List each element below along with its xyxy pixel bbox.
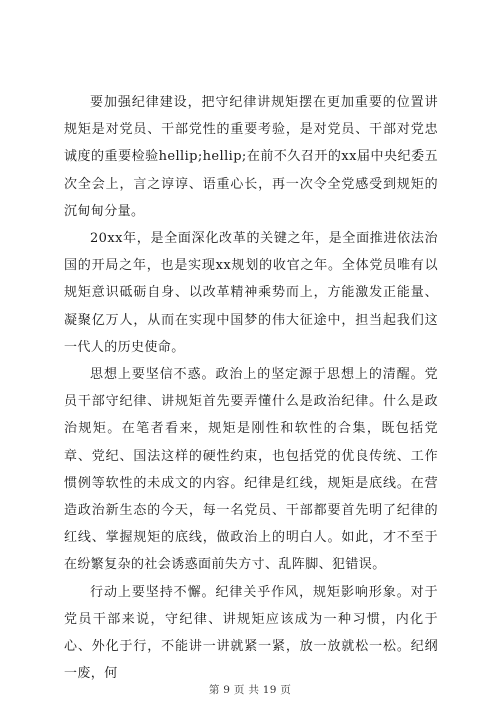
document-body [64, 89, 438, 687]
paragraph-1: 要加强纪律建设，把守纪律讲规矩摆在更加重要的位置讲规矩是对党员、干部党性的重要考验，是对党员、干部对党忠诚度的重要检验hellip;hellip;在前不久召开的xx届中央纪委五次全会上，言之谆谆、语重心长，再一次令全党感受到规矩的沉甸甸分量。 [64, 95, 438, 219]
paragraph-4: 行动上要坚持不懈。纪律关乎作风，规矩影响形象。对于党员干部来说，守纪律、讲规矩应该成为一种习惯，内化于心、外化于行，不能讲一讲就紧一紧，放一放就松一松。纪纲一废，何 [64, 584, 438, 682]
paragraph-2: 20xx年，是全面深化改革的关键之年，是全面推进依法治国的开局之年，也是实现xx规划的收官之年。全体党员唯有以规矩意识砥砺自身、以改革精神乘势而上，方能激发正能量、凝聚亿万人，从而在实现中国梦的伟大征途中，担当起我们这一代人的历史使命。 [64, 231, 438, 355]
paragraph-3: 思想上要坚信不惑。政治上的坚定源于思想上的清醒。党员干部守纪律、讲规矩首先要弄懂什么是政治纪律。什么是政治规矩。在笔者看来，规矩是刚性和软性的合集，既包括党章、党纪、国法这样的硬性约束，也包括党的优良传统、工作惯例等软性的未成文的内容。纪律是红线，规矩是底线。在营造政治新生态的今天，每一名党员、干部都要首先明了纪律的红线、掌握规矩的底线，做政治上的明白人。如此，才不至于在纷繁复杂的社会诱惑面前失方寸、乱阵脚、犯错误。 [64, 367, 438, 573]
page-number-footer: 第 9 页 共 19 页 [208, 684, 292, 696]
